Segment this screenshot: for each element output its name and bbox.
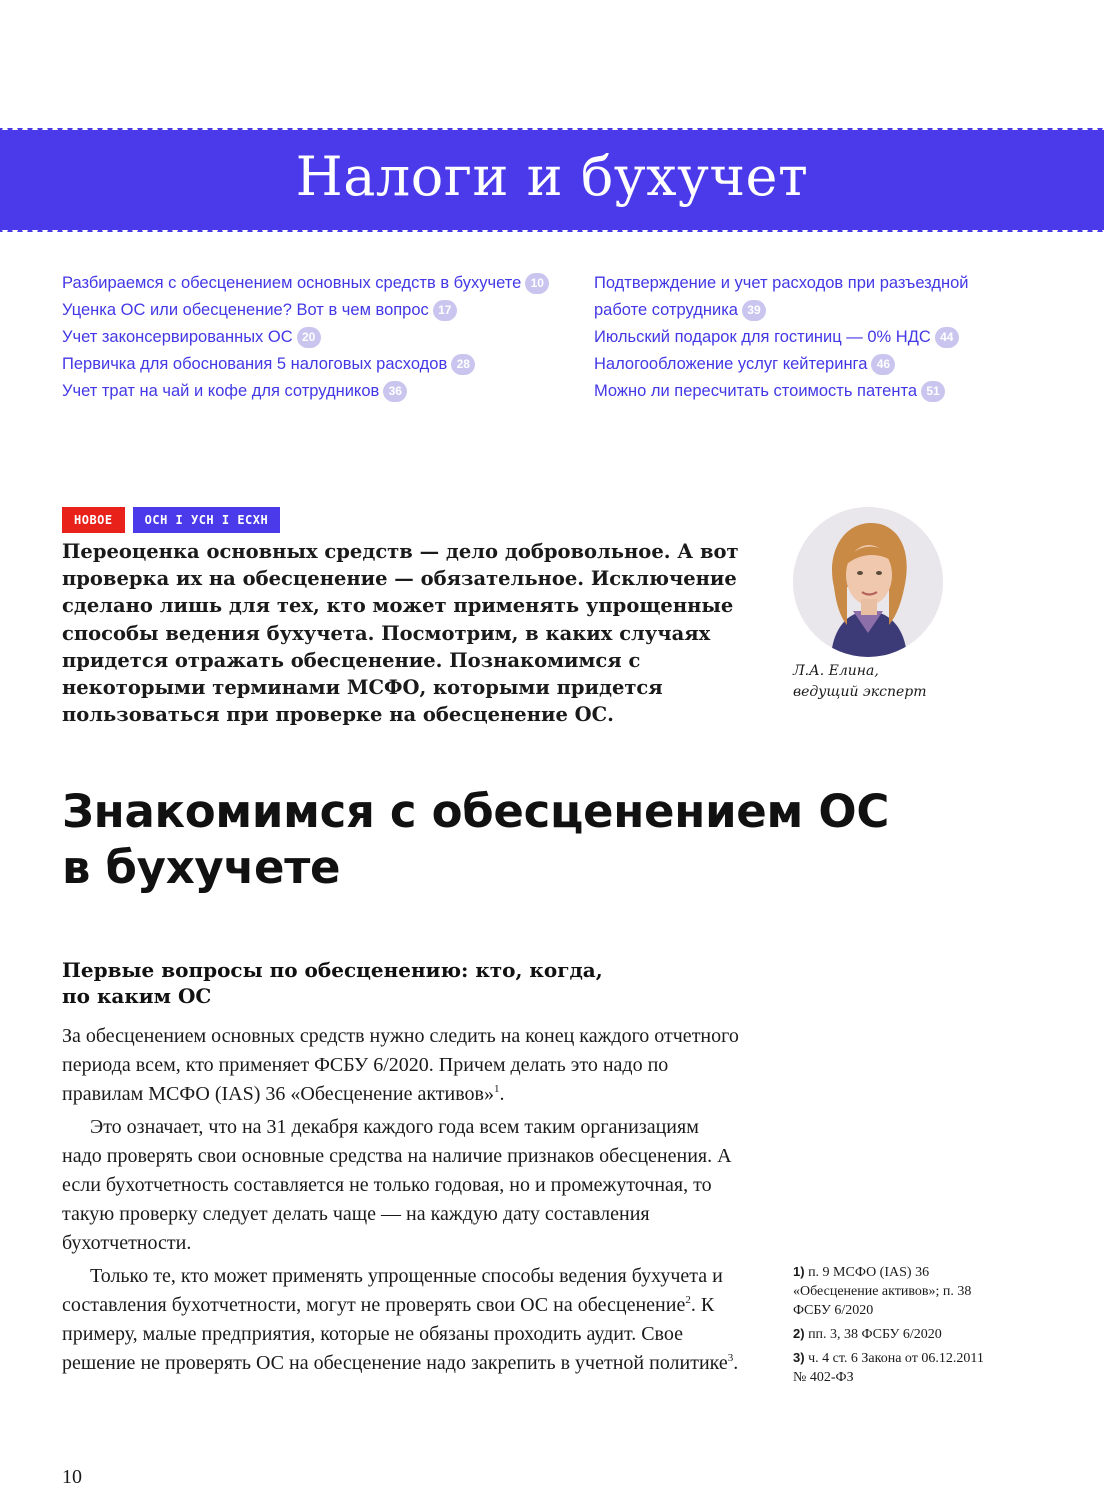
toc-item-label[interactable]: Налогообложение услуг кейтеринга [594, 355, 868, 373]
toc-item[interactable] [62, 270, 562, 297]
toc-page-badge: 39 [742, 300, 766, 321]
footnote-text: пп. 3, 38 ФСБУ 6/2020 [808, 1327, 942, 1342]
toc-item[interactable] [594, 324, 1034, 351]
body-text: . [499, 1083, 505, 1106]
footnote [793, 1348, 993, 1387]
tag-tax-regimes: ОСН I УСН I ЕСХН [133, 507, 281, 533]
body-text: . К примеру, малые предприятия, которые не обязаны проходить аудит. Свое решение не проверять ОС на обесценение надо закрепить в учетной политике [62, 1293, 728, 1375]
toc-item-label[interactable]: Разбираемся с обесценением основных средств в бухучете [62, 274, 522, 292]
footnotes [793, 1262, 993, 1391]
section-banner [0, 128, 1104, 232]
toc-item[interactable] [62, 297, 562, 324]
footnote-text: п. 9 МСФО (IAS) 36 «Обесценение активов»; п. 38 ФСБУ 6/2020 [793, 1265, 972, 1318]
footnote-number: 3) [793, 1350, 805, 1365]
toc-item-label[interactable]: Июльский подарок для гостиниц — 0% НДС [594, 328, 931, 346]
body-text: . [733, 1352, 739, 1375]
body-paragraph [62, 1022, 742, 1110]
body-text: За обесценением основных средств нужно следить на конец каждого отчетного периода всем, кто применяет ФСБУ 6/2020. Причем делать это надо по правилам МСФО (IAS) 36 «Обесценение активов» [62, 1025, 739, 1106]
body-paragraph [62, 1262, 742, 1379]
author-avatar [793, 507, 943, 657]
footnote [793, 1262, 993, 1320]
toc-page-badge: 10 [525, 273, 549, 294]
toc-item-label[interactable]: Учет трат на чай и кофе для сотрудников [62, 382, 380, 400]
toc-page-badge: 28 [451, 354, 475, 375]
toc-item[interactable] [62, 351, 562, 378]
headline-line: в бухучете [62, 841, 341, 894]
author-role: ведущий эксперт [793, 684, 927, 700]
footnote-number: 2) [793, 1326, 805, 1341]
tag-new: НОВОЕ [62, 507, 125, 533]
footnote-ref[interactable]: 3 [727, 1352, 734, 1365]
toc-page-badge: 17 [433, 300, 457, 321]
toc-item-label[interactable]: Уценка ОС или обесценение? Вот в чем вопрос [62, 301, 429, 319]
toc-page-badge: 20 [297, 327, 321, 348]
toc-page-badge: 44 [935, 327, 959, 348]
footnote [793, 1324, 993, 1344]
headline-line: Знакомимся с обесценением ОС [62, 785, 890, 838]
author-portrait-icon [793, 507, 943, 657]
body-text: Только те, кто может применять упрощенные способы ведения бухучета и составления бухотчетности, могут не проверять свои ОС на обесценение [62, 1264, 723, 1316]
subhead-line: по каким ОС [62, 984, 212, 1008]
toc-item[interactable] [62, 324, 562, 351]
toc-page-badge: 51 [921, 381, 945, 402]
toc-left-column [62, 270, 562, 405]
footnote-number: 1) [793, 1264, 805, 1279]
article-tags [62, 507, 280, 533]
article-lead: Переоценка основных средств — дело добровольное. А вот проверка их на обесценение — обязательное. Исключение сделано лишь для тех, кто может применять упрощенные способы ведения бухучета. Посмотрим, в каких случаях придется отражать обесценение. Познакомимся с некоторыми терминами МСФО, которыми придется пользоваться при проверке на обесценение ОС. [62, 540, 739, 727]
section-title: Налоги и бухучет [295, 144, 809, 208]
footnote-text: ч. 4 ст. 6 Закона от 06.12.2011 № 402-ФЗ [793, 1351, 984, 1385]
footnote-ref[interactable]: 2 [685, 1293, 691, 1306]
author-name: Л.А. Елина, [793, 663, 879, 679]
toc-item-label[interactable]: Подтверждение и учет расходов при разъездной работе сотрудника [594, 274, 969, 319]
toc-item-label[interactable]: Можно ли пересчитать стоимость патента [594, 382, 918, 400]
section-subheading [62, 957, 762, 1009]
body-paragraph: Это означает, что на 31 декабря каждого года всем таким организациям надо проверять свои основные средства на наличие признаков обесценения. А если бухотчетность составляется не только годовая, но и промежуточная, то такую проверку следует делать чаще — на каждую дату составления бухотчетности. [62, 1115, 732, 1255]
subhead-line: Первые вопросы по обесценению: кто, когда, [62, 958, 603, 982]
toc-item-label[interactable]: Учет законсервированных ОС [62, 328, 293, 346]
toc-page-badge: 46 [871, 354, 895, 375]
article-headline [62, 784, 1012, 896]
toc-right-column [594, 270, 1034, 405]
footnote-ref[interactable]: 1 [493, 1083, 500, 1096]
toc-item[interactable] [594, 270, 974, 324]
toc-item-label[interactable]: Первичка для обоснования 5 налоговых расходов [62, 355, 448, 373]
toc-item[interactable] [62, 378, 562, 405]
author-caption [793, 661, 993, 703]
page-number: 10 [62, 1466, 82, 1488]
toc-page-badge: 36 [383, 381, 407, 402]
article-body [62, 1022, 742, 1378]
toc-item[interactable] [594, 378, 1034, 405]
toc-item[interactable] [594, 351, 1034, 378]
